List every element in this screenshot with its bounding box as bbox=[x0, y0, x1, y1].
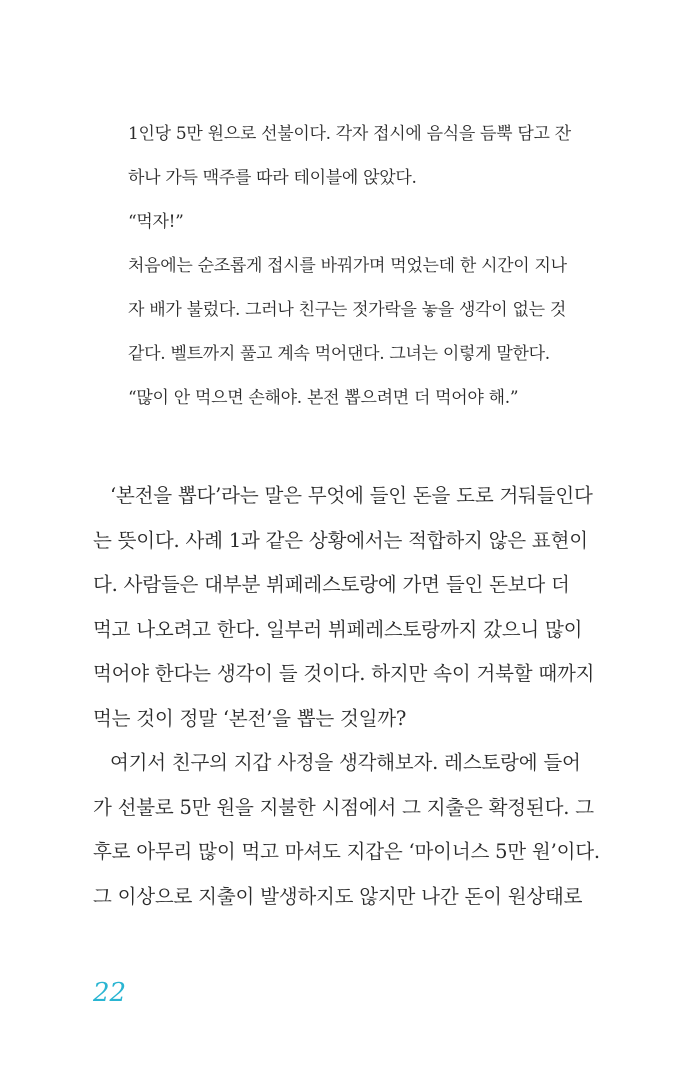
body-line: 먹는 것이 정말 ‘본전’을 뽑는 것일까? bbox=[93, 706, 407, 730]
body-line: 여기서 친구의 지갑 사정을 생각해보자. 레스토랑에 들어 bbox=[110, 751, 581, 774]
body-line: 후로 아무리 많이 먹고 마셔도 지갑은 ‘마이너스 5만 원’이다. bbox=[93, 840, 600, 863]
quote-line: 하나 가득 맥주를 따라 테이블에 앉았다. bbox=[128, 168, 417, 188]
body-line: 그 이상으로 지출이 발생하지도 않지만 나간 돈이 원상태로 bbox=[93, 884, 583, 908]
body-line: 가 선불로 5만 원을 지불한 시점에서 그 지출은 확정된다. 그 bbox=[93, 795, 594, 819]
quote-line: 1인당 5만 원으로 선불이다. 각자 접시에 음식을 듬뿍 담고 잔 bbox=[128, 124, 571, 144]
quote-line: 처음에는 순조롭게 접시를 바꿔가며 먹었는데 한 시간이 지나 bbox=[128, 256, 567, 276]
body-line: 는 뜻이다. 사례 1과 같은 상황에서는 적합하지 않은 표현이 bbox=[93, 528, 588, 552]
body-line: 다. 사람들은 대부분 뷔페레스토랑에 가면 들인 돈보다 더 bbox=[93, 573, 570, 596]
example-quote-block bbox=[128, 112, 608, 420]
body-text-block bbox=[93, 474, 608, 919]
quote-line: 자 배가 불렀다. 그러나 친구는 젓가락을 놓을 생각이 없는 것 bbox=[128, 300, 566, 320]
body-line: ‘본전을 뽑다’라는 말은 무엇에 들인 돈을 도로 거둬들인다 bbox=[110, 484, 593, 507]
quote-line: “많이 안 먹으면 손해야. 본전 뽑으려면 더 먹어야 해.” bbox=[128, 388, 519, 408]
quote-line: “먹자!” bbox=[128, 212, 184, 232]
body-line: 먹고 나오려고 한다. 일부러 뷔페레스토랑까지 갔으니 많이 bbox=[93, 617, 583, 641]
page-number: 22 bbox=[93, 978, 127, 1008]
quote-line: 같다. 벨트까지 풀고 계속 먹어댄다. 그녀는 이렇게 말한다. bbox=[128, 344, 550, 364]
body-line: 먹어야 한다는 생각이 들 것이다. 하지만 속이 거북할 때까지 bbox=[93, 662, 595, 685]
